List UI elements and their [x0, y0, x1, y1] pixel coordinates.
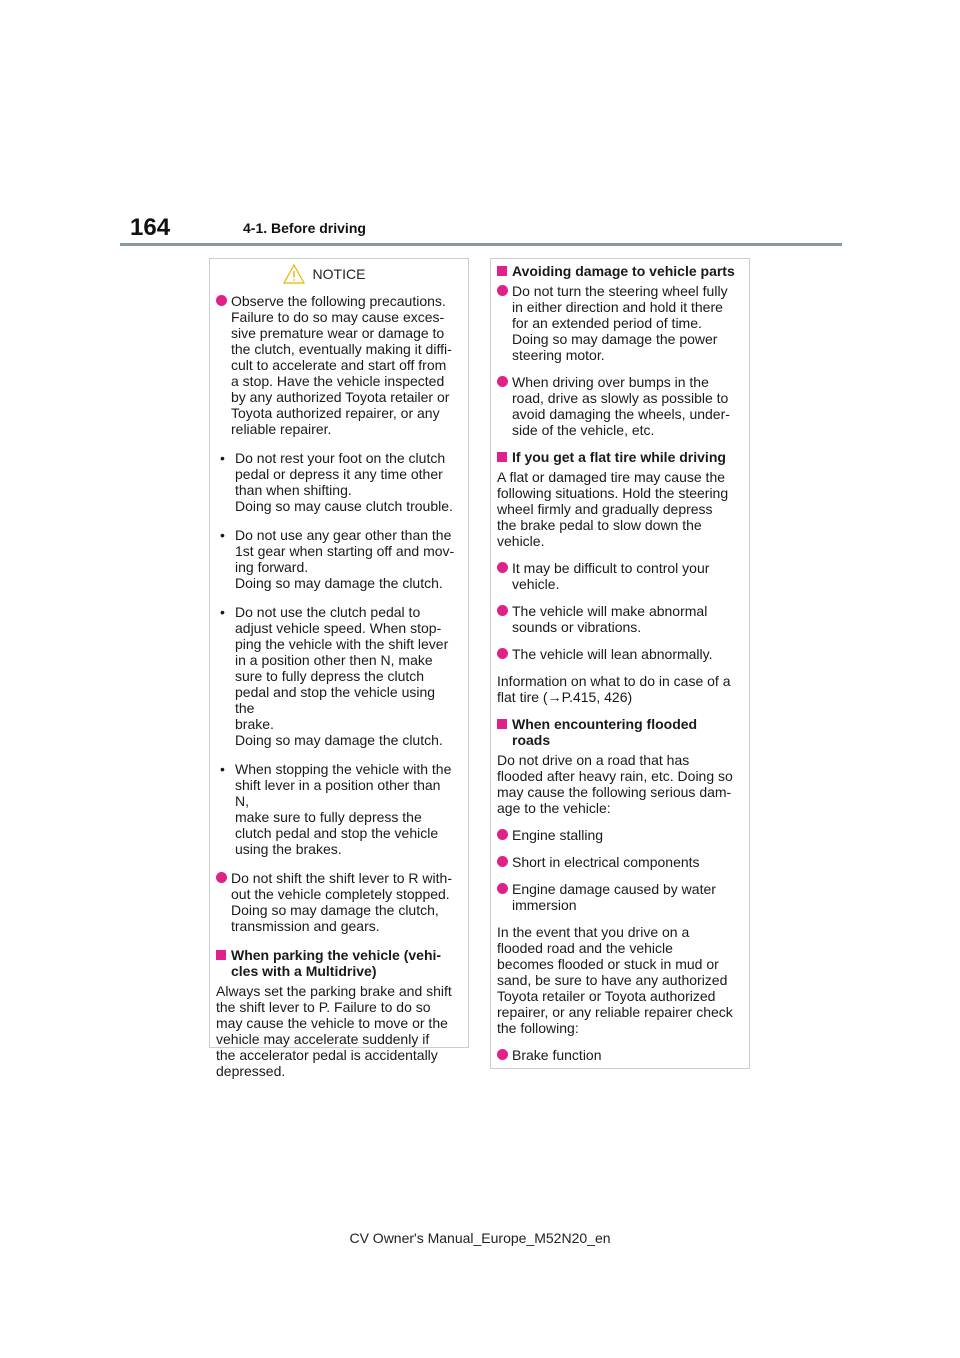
paragraph [497, 924, 739, 1036]
paragraph [497, 752, 739, 816]
sub-bullet-item [216, 450, 458, 514]
bullet-text: When driving over bumps in the road, drive as slowly as possible to avoid damaging the wheels, under- side of the vehicle, etc. [512, 374, 730, 438]
section-title: 4-1. Before driving [243, 220, 366, 236]
bullet-item [216, 870, 458, 934]
bullet-dot-icon [216, 295, 227, 306]
heading-square-icon [497, 266, 507, 276]
bullet-text: Observe the following precautions. Failure to do so may cause exces- sive premature wear or damage to the clutch, eventually making it diffi- cult to accelerate and start off from a stop. Have the vehicle inspected by any authorized Toyota retailer or Toyota authorized repairer, or any reliable repairer. [231, 293, 452, 437]
bullet-dot-icon [497, 883, 508, 894]
bullet-dot-icon [497, 648, 508, 659]
bullet-item [216, 293, 458, 437]
sub-bullet-item [216, 527, 458, 591]
subsection-heading [216, 947, 458, 979]
bullet-item [497, 854, 739, 870]
paragraph [497, 469, 739, 549]
bullet-dot-icon [497, 829, 508, 840]
paragraph [497, 673, 739, 705]
paragraph [216, 983, 458, 1079]
bullet-text: The vehicle will make abnormal sounds or vibrations. [512, 603, 708, 635]
bullet-dot-icon [497, 856, 508, 867]
notice-box [209, 258, 469, 1079]
bullet-text: Engine stalling [512, 827, 604, 843]
header-divider [120, 243, 842, 246]
paragraph-text: Information on what to do in case of a flat tire (→P.415, 426) [497, 673, 731, 705]
bullet-dot-icon [497, 605, 508, 616]
bullet-dot-icon [497, 1049, 508, 1060]
warning-triangle-icon [283, 264, 305, 284]
info-box [490, 258, 750, 1069]
heading-text: When parking the vehicle (vehi- cles with a Multidrive) [231, 947, 442, 979]
bullet-item [497, 283, 739, 363]
sub-bullet-text: Do not use the clutch pedal to adjust vehicle speed. When stop- ping the vehicle with the shift lever in a position other then N, make sure to fully depress the clutch pedal and stop the vehicle using the brake. Doing so may damage the clutch. [235, 604, 449, 748]
bullet-text: It may be difficult to control your vehicle. [512, 560, 710, 592]
paragraph-text: In the event that you drive on a flooded road and the vehicle becomes flooded or stuck in mud or sand, be sure to have any authorized Toyota retailer or Toyota authorized repairer, or any reliable repairer check the following: [497, 924, 733, 1036]
bullet-item [497, 374, 739, 438]
bullet-dot-icon [216, 872, 227, 883]
sub-bullet-icon: • [220, 761, 225, 777]
subsection-heading [497, 716, 739, 748]
heading-text: When encountering flooded roads [512, 716, 698, 748]
bullet-text: Short in electrical components [512, 854, 700, 870]
heading-text: If you get a flat tire while driving [512, 449, 726, 465]
sub-bullet-icon: • [220, 450, 225, 466]
subsection-heading [497, 449, 739, 465]
bullet-item [497, 560, 739, 592]
bullet-item [497, 827, 739, 843]
bullet-dot-icon [497, 376, 508, 387]
heading-square-icon [497, 452, 507, 462]
bullet-text: Brake function [512, 1047, 602, 1063]
bullet-text: Engine damage caused by water immersion [512, 881, 716, 913]
bullet-item [497, 603, 739, 635]
bullet-item [497, 1047, 739, 1063]
heading-square-icon [497, 719, 507, 729]
sub-bullet-icon: • [220, 527, 225, 543]
sub-bullet-item [216, 604, 458, 748]
bullet-text: Do not shift the shift lever to R with- out the vehicle completely stopped. Doing so may damage the clutch, transmission and gears. [231, 870, 452, 934]
footer-text: CV Owner's Manual_Europe_M52N20_en [349, 1230, 611, 1246]
bullet-text: Do not turn the steering wheel fully in either direction and hold it there for an extended period of time. Doing so may damage the power steering motor. [512, 283, 728, 363]
sub-bullet-text: Do not use any gear other than the 1st gear when starting off and mov- ing forward. Doing so may damage the clutch. [235, 527, 455, 591]
paragraph-text: Always set the parking brake and shift the shift lever to P. Failure to do so may cause the vehicle to move or the vehicle may accelerate suddenly if the accelerator pedal is accidentally depressed. [216, 983, 452, 1079]
sub-bullet-text: Do not rest your foot on the clutch pedal or depress it any time other than when shifting. Doing so may cause clutch trouble. [235, 450, 453, 514]
heading-square-icon [216, 950, 226, 960]
paragraph-text: Do not drive on a road that has flooded after heavy rain, etc. Doing so may cause the following serious dam- age to the vehicle: [497, 752, 733, 816]
notice-label: NOTICE [312, 266, 366, 282]
bullet-dot-icon [497, 285, 508, 296]
bullet-dot-icon [497, 562, 508, 573]
bullet-item [497, 881, 739, 913]
notice-content [216, 293, 458, 1079]
subsection-heading [497, 263, 739, 279]
sub-bullet-text: When stopping the vehicle with the shift lever in a position other than N, make sure to fully depress the clutch pedal and stop the vehicle using the brakes. [235, 761, 452, 857]
heading-text: Avoiding damage to vehicle parts [512, 263, 735, 279]
bullet-item [497, 646, 739, 662]
sub-bullet-icon: • [220, 604, 225, 620]
info-content [497, 263, 739, 1063]
paragraph-text: A flat or damaged tire may cause the following situations. Hold the steering wheel firmly and gradually depress the brake pedal to slow down the vehicle. [497, 469, 729, 549]
page-number: 164 [130, 214, 171, 241]
sub-bullet-item [216, 761, 458, 857]
notice-header [210, 259, 468, 289]
bullet-text: The vehicle will lean abnormally. [512, 646, 713, 662]
